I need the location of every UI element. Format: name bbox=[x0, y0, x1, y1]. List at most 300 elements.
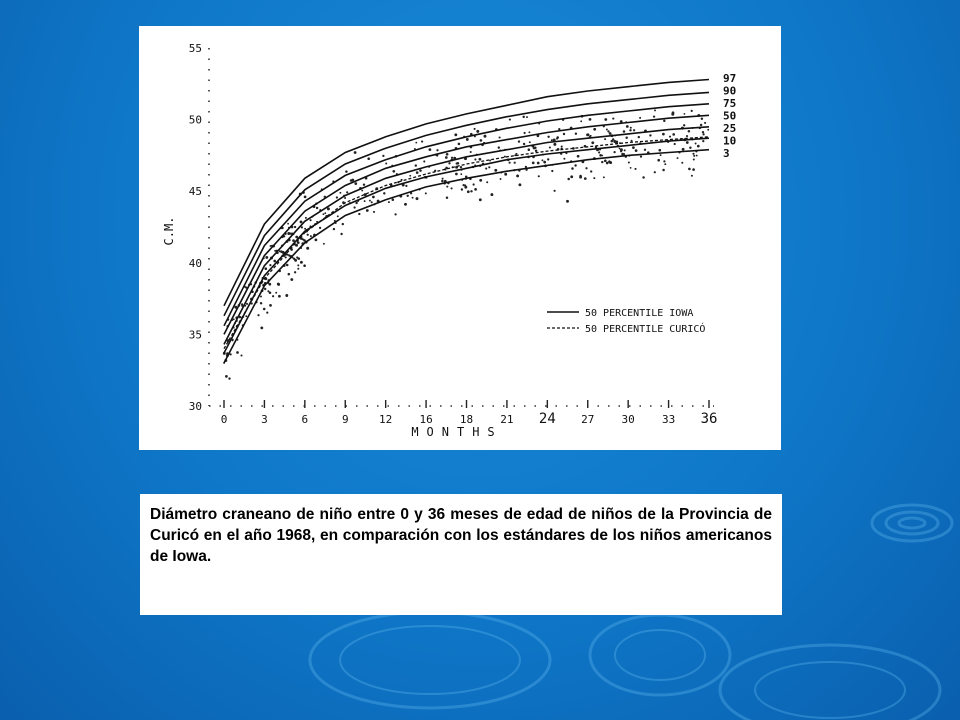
measurement-dot bbox=[549, 146, 551, 148]
measurement-dot bbox=[342, 223, 344, 225]
measurement-dot bbox=[696, 155, 698, 157]
measurement-dot bbox=[604, 138, 606, 140]
measurement-dot bbox=[593, 128, 596, 131]
measurement-dot bbox=[300, 220, 303, 223]
measurement-dot bbox=[691, 175, 693, 177]
measurement-dot bbox=[232, 339, 234, 341]
measurement-dot bbox=[535, 150, 538, 153]
measurement-dot bbox=[528, 148, 531, 151]
measurement-dot bbox=[663, 120, 665, 122]
measurement-dot bbox=[456, 162, 458, 164]
measurement-dot bbox=[556, 136, 559, 139]
measurement-dot bbox=[509, 162, 511, 164]
measurement-dot bbox=[337, 215, 339, 217]
measurement-dot bbox=[441, 180, 444, 183]
measurement-dot bbox=[692, 168, 695, 171]
measurement-dot bbox=[268, 283, 271, 286]
x-tick-label: 18 bbox=[459, 413, 474, 426]
measurement-dot bbox=[385, 162, 387, 164]
measurement-dot bbox=[466, 138, 469, 141]
measurement-dot bbox=[526, 116, 528, 118]
measurement-dot bbox=[480, 139, 483, 142]
measurement-dot bbox=[323, 243, 325, 245]
percentile-label-3: 3 bbox=[723, 147, 730, 160]
measurement-dot bbox=[561, 145, 563, 147]
measurement-dot bbox=[486, 181, 488, 183]
measurement-dot bbox=[474, 128, 476, 130]
x-tick-label: 30 bbox=[621, 413, 635, 426]
measurement-dot bbox=[499, 136, 501, 138]
measurement-dot bbox=[612, 118, 614, 120]
x-axis-label: MONTHS bbox=[411, 425, 503, 439]
chart-panel bbox=[139, 26, 781, 450]
measurement-dot bbox=[574, 164, 576, 166]
growth-chart bbox=[139, 26, 781, 450]
measurement-dot bbox=[529, 141, 531, 143]
measurement-dot bbox=[412, 197, 414, 199]
measurement-dot bbox=[373, 211, 375, 213]
measurement-dot bbox=[392, 198, 395, 201]
measurement-dot bbox=[624, 149, 626, 151]
measurement-dot bbox=[570, 175, 573, 178]
measurement-dot bbox=[528, 131, 530, 133]
measurement-dot bbox=[371, 201, 373, 203]
measurement-dot bbox=[702, 131, 704, 133]
measurement-dot bbox=[649, 134, 651, 136]
measurement-dot bbox=[660, 154, 662, 156]
measurement-dot bbox=[345, 170, 347, 172]
measurement-dot bbox=[409, 175, 411, 177]
series-line-p50 bbox=[224, 115, 709, 334]
measurement-dot bbox=[589, 118, 592, 121]
measurement-dot bbox=[264, 267, 267, 270]
measurement-dot bbox=[460, 166, 462, 168]
measurement-dot bbox=[366, 209, 369, 212]
measurement-dot bbox=[653, 115, 655, 117]
measurement-dot bbox=[287, 223, 289, 225]
measurement-dot bbox=[363, 183, 365, 185]
measurement-dot bbox=[265, 256, 268, 259]
measurement-dot bbox=[310, 235, 312, 237]
measurement-dot bbox=[333, 228, 335, 230]
measurement-dot bbox=[692, 153, 694, 155]
measurement-dot bbox=[658, 149, 661, 152]
measurement-dot bbox=[683, 113, 685, 115]
measurement-dot bbox=[631, 140, 633, 142]
measurement-dot bbox=[297, 268, 299, 270]
measurement-dot bbox=[288, 273, 291, 276]
measurement-dot bbox=[454, 133, 457, 136]
measurement-dot bbox=[425, 192, 427, 194]
measurement-dot bbox=[700, 124, 702, 126]
measurement-dot bbox=[638, 136, 640, 138]
y-tick-label: 45 bbox=[188, 185, 202, 199]
measurement-dot bbox=[686, 135, 688, 137]
measurement-dot bbox=[446, 186, 448, 188]
measurement-dot bbox=[340, 233, 342, 235]
series-line-p90 bbox=[224, 92, 709, 315]
measurement-dot bbox=[579, 176, 582, 179]
measurement-dot bbox=[522, 116, 524, 118]
measurement-dot bbox=[593, 177, 595, 179]
measurement-dot bbox=[406, 195, 408, 197]
measurement-dot bbox=[504, 156, 506, 158]
measurement-dot bbox=[623, 130, 626, 133]
measurement-dot bbox=[683, 124, 685, 126]
measurement-dot bbox=[701, 118, 703, 120]
measurement-dot bbox=[688, 168, 691, 171]
measurement-dot bbox=[523, 143, 525, 145]
measurement-dot bbox=[364, 200, 366, 202]
measurement-dot bbox=[664, 163, 666, 165]
measurement-dot bbox=[260, 326, 263, 329]
measurement-dot bbox=[604, 118, 607, 121]
measurement-dot bbox=[307, 234, 309, 236]
measurement-dot bbox=[269, 292, 272, 295]
measurement-dot bbox=[436, 149, 438, 151]
x-tick-label: 0 bbox=[220, 413, 228, 426]
measurement-dot bbox=[580, 120, 582, 122]
measurement-dot bbox=[524, 132, 526, 134]
measurement-dot bbox=[494, 169, 497, 172]
measurement-dot bbox=[301, 226, 303, 228]
x-tick-label: 21 bbox=[500, 413, 514, 426]
measurement-dot bbox=[547, 136, 549, 138]
measurement-dot bbox=[702, 133, 704, 135]
measurement-dot bbox=[693, 158, 695, 160]
measurement-dot bbox=[662, 133, 665, 136]
measurement-dot bbox=[619, 148, 621, 150]
measurement-dot bbox=[654, 171, 656, 173]
measurement-dot bbox=[640, 156, 642, 158]
measurement-dot bbox=[474, 188, 477, 191]
measurement-dot bbox=[554, 190, 556, 192]
measurement-dot bbox=[603, 176, 605, 178]
x-tick-label: 33 bbox=[661, 413, 676, 426]
measurement-dot bbox=[543, 161, 546, 164]
series-line-p75 bbox=[224, 104, 709, 326]
x-tick-label: 36 bbox=[700, 411, 718, 427]
measurement-dot bbox=[470, 151, 472, 153]
measurement-dot bbox=[551, 170, 553, 172]
measurement-dot bbox=[674, 143, 676, 145]
measurement-dot bbox=[613, 151, 615, 153]
measurement-dot bbox=[263, 308, 266, 311]
percentile-label-97: 97 bbox=[723, 72, 737, 85]
measurement-dot bbox=[354, 182, 357, 185]
measurement-dot bbox=[669, 136, 671, 138]
measurement-dot bbox=[297, 264, 299, 266]
legend-label-iowa: 50 PERCENTILE IOWA bbox=[585, 308, 694, 319]
measurement-dot bbox=[461, 188, 463, 190]
measurement-dot bbox=[613, 140, 616, 143]
measurement-dot bbox=[269, 304, 272, 307]
measurement-dot bbox=[458, 143, 461, 146]
measurement-dot bbox=[392, 170, 395, 173]
measurement-dot bbox=[257, 314, 259, 316]
measurement-dot bbox=[654, 109, 656, 111]
measurement-dot bbox=[608, 160, 611, 163]
measurement-dot bbox=[538, 175, 540, 177]
measurement-dot bbox=[305, 217, 307, 219]
measurement-dot bbox=[518, 183, 521, 186]
measurement-dot bbox=[429, 148, 432, 151]
measurement-dot bbox=[620, 150, 622, 152]
measurement-dot bbox=[575, 133, 577, 135]
measurement-dot bbox=[336, 196, 338, 198]
measurement-dot bbox=[455, 173, 458, 176]
measurement-dot bbox=[704, 122, 706, 124]
measurement-dot bbox=[566, 200, 569, 203]
measurement-dot bbox=[241, 303, 243, 305]
measurement-dot bbox=[442, 178, 444, 180]
measurement-dot bbox=[516, 174, 519, 177]
measurement-dot bbox=[344, 197, 346, 199]
y-tick-label: 40 bbox=[188, 256, 202, 270]
measurement-dot bbox=[361, 190, 363, 192]
measurement-dot bbox=[532, 162, 535, 165]
measurement-dot bbox=[273, 260, 276, 263]
measurement-dot bbox=[682, 148, 685, 151]
measurement-dot bbox=[285, 256, 287, 258]
measurement-dot bbox=[489, 160, 491, 162]
caption-panel bbox=[140, 494, 782, 615]
measurement-dot bbox=[358, 213, 360, 215]
measurement-dot bbox=[474, 158, 476, 160]
x-tick-label: 6 bbox=[301, 413, 309, 426]
measurement-dot bbox=[629, 129, 631, 131]
measurement-dot bbox=[451, 187, 453, 189]
axes bbox=[189, 42, 718, 427]
measurement-dot bbox=[484, 135, 487, 138]
measurement-dot bbox=[372, 196, 375, 199]
percentile-label-75: 75 bbox=[723, 97, 737, 110]
measurement-dot bbox=[686, 141, 689, 144]
measurement-dot bbox=[240, 354, 242, 356]
measurement-dot bbox=[609, 132, 612, 135]
measurement-dot bbox=[225, 375, 228, 378]
measurement-dot bbox=[306, 247, 309, 250]
x-tick-label: 3 bbox=[261, 413, 268, 426]
x-tick-label: 12 bbox=[379, 413, 393, 426]
x-tick-label: 9 bbox=[341, 413, 349, 426]
measurement-dot bbox=[269, 264, 271, 266]
measurement-dots bbox=[223, 109, 709, 379]
measurement-dot bbox=[405, 185, 407, 187]
measurement-dot bbox=[689, 147, 691, 149]
measurement-dot bbox=[278, 295, 281, 298]
measurement-dot bbox=[657, 159, 660, 162]
measurement-dot bbox=[467, 190, 470, 193]
measurement-dot bbox=[421, 141, 423, 143]
measurement-dot bbox=[630, 167, 632, 169]
measurement-dot bbox=[586, 133, 589, 136]
measurement-dot bbox=[635, 149, 638, 152]
measurement-dot bbox=[277, 283, 280, 286]
measurement-dot bbox=[633, 129, 635, 131]
measurement-dot bbox=[310, 219, 312, 221]
measurement-dot bbox=[553, 143, 556, 146]
measurement-dot bbox=[625, 137, 627, 139]
measurement-dot bbox=[460, 173, 462, 175]
percentile-label-25: 25 bbox=[723, 122, 737, 135]
measurement-dot bbox=[567, 178, 570, 181]
measurement-dot bbox=[228, 377, 230, 379]
measurement-dot bbox=[245, 315, 247, 317]
x-tick-label: 24 bbox=[538, 411, 556, 427]
measurement-dot bbox=[479, 198, 482, 201]
measurement-dot bbox=[294, 271, 296, 273]
measurement-dot bbox=[702, 140, 704, 142]
measurement-dot bbox=[324, 212, 326, 214]
series-line-p97 bbox=[224, 80, 709, 306]
measurement-dot bbox=[382, 155, 384, 157]
measurement-dot bbox=[672, 133, 675, 136]
measurement-dot bbox=[598, 151, 600, 153]
measurement-dot bbox=[591, 142, 593, 144]
measurement-dot bbox=[504, 173, 507, 176]
measurement-dot bbox=[547, 158, 549, 160]
measurement-dot bbox=[590, 135, 592, 137]
percentile-label-50: 50 bbox=[723, 109, 737, 123]
measurement-dot bbox=[470, 190, 472, 192]
measurement-dot bbox=[681, 162, 683, 164]
measurement-dot bbox=[663, 160, 665, 162]
measurement-dot bbox=[236, 351, 239, 354]
measurement-dot bbox=[479, 158, 482, 161]
measurement-dot bbox=[488, 166, 490, 168]
y-axis-label: C.M. bbox=[162, 216, 176, 246]
measurement-dot bbox=[416, 197, 419, 200]
measurement-dot bbox=[628, 161, 630, 163]
measurement-dot bbox=[394, 213, 396, 215]
measurement-dot bbox=[634, 168, 636, 170]
legend-label-curico: 50 PERCENTILE CURICÓ bbox=[585, 324, 706, 335]
measurement-dot bbox=[260, 296, 262, 298]
measurement-dot bbox=[662, 169, 665, 172]
measurement-dot bbox=[644, 149, 646, 151]
measurement-dot bbox=[490, 193, 493, 196]
measurement-dot bbox=[626, 125, 629, 128]
measurement-dot bbox=[304, 196, 307, 199]
measurement-dot bbox=[300, 261, 303, 264]
measurement-dot bbox=[423, 160, 425, 162]
measurement-dot bbox=[623, 153, 625, 155]
measurement-dot bbox=[319, 227, 321, 229]
measurement-dot bbox=[571, 167, 574, 170]
measurement-dot bbox=[537, 162, 540, 165]
measurement-dot bbox=[563, 158, 565, 160]
measurement-dot bbox=[601, 161, 603, 163]
measurement-dot bbox=[304, 228, 306, 230]
measurement-dot bbox=[604, 159, 607, 162]
measurement-dot bbox=[697, 145, 700, 148]
measurement-dot bbox=[415, 142, 417, 144]
percentile-label-10: 10 bbox=[723, 134, 737, 148]
measurement-dot bbox=[707, 129, 709, 131]
measurement-dot bbox=[315, 239, 318, 242]
measurement-dot bbox=[606, 162, 609, 165]
measurement-dot bbox=[445, 156, 448, 159]
measurement-dot bbox=[298, 257, 301, 260]
measurement-dot bbox=[388, 201, 390, 203]
percentile-label-90: 90 bbox=[723, 84, 737, 98]
measurement-dot bbox=[285, 294, 288, 297]
measurement-dot bbox=[354, 151, 357, 154]
measurement-dot bbox=[509, 119, 511, 121]
measurement-dot bbox=[290, 278, 293, 281]
measurement-dot bbox=[533, 147, 535, 149]
measurement-dot bbox=[693, 155, 695, 157]
measurement-dot bbox=[479, 179, 482, 182]
measurement-dot bbox=[639, 117, 641, 119]
caption-text: Diámetro craneano de niño entre 0 y 36 meses de edad de niños de la Provincia de Curicó en el año 1968, en comparación con los estándares de los niños americanos de Iowa. bbox=[150, 506, 772, 565]
measurement-dot bbox=[541, 159, 543, 161]
measurement-dot bbox=[264, 288, 266, 290]
measurement-dot bbox=[464, 186, 467, 189]
measurement-dot bbox=[351, 179, 354, 182]
measurement-dot bbox=[498, 146, 500, 148]
measurement-dot bbox=[590, 170, 592, 172]
measurement-dot bbox=[316, 207, 318, 209]
measurement-dot bbox=[472, 183, 474, 185]
measurement-dot bbox=[672, 111, 675, 114]
measurement-dot bbox=[266, 312, 268, 314]
percentile-curves bbox=[224, 80, 709, 364]
measurement-dot bbox=[275, 292, 277, 294]
measurement-dot bbox=[688, 130, 691, 133]
measurement-dot bbox=[518, 140, 520, 142]
measurement-dot bbox=[355, 202, 357, 204]
measurement-dot bbox=[294, 259, 297, 262]
measurement-dot bbox=[286, 264, 289, 267]
measurement-dot bbox=[446, 153, 449, 156]
measurement-dot bbox=[415, 164, 417, 166]
measurement-dot bbox=[246, 303, 248, 305]
x-tick-label: 16 bbox=[419, 413, 433, 426]
measurement-dot bbox=[303, 264, 306, 267]
measurement-dot bbox=[584, 177, 587, 180]
measurement-dot bbox=[551, 139, 553, 141]
measurement-dot bbox=[585, 167, 587, 169]
y-tick-label: 30 bbox=[188, 400, 202, 413]
measurement-dot bbox=[294, 226, 296, 228]
measurement-dot bbox=[322, 213, 324, 215]
measurement-dot bbox=[383, 192, 385, 194]
y-tick-label: 35 bbox=[188, 328, 202, 342]
measurement-dot bbox=[233, 318, 235, 320]
measurement-dot bbox=[642, 176, 644, 178]
measurement-dot bbox=[677, 157, 679, 159]
measurement-dot bbox=[630, 127, 632, 129]
measurement-dot bbox=[607, 130, 609, 132]
measurement-dot bbox=[632, 146, 635, 149]
measurement-dot bbox=[451, 157, 453, 159]
measurement-dot bbox=[339, 192, 341, 194]
measurement-dot bbox=[260, 302, 262, 304]
measurement-dot bbox=[500, 178, 502, 180]
measurement-dot bbox=[601, 155, 603, 157]
measurement-dot bbox=[369, 200, 371, 202]
measurement-dot bbox=[448, 162, 450, 164]
legend bbox=[547, 308, 705, 335]
measurement-dot bbox=[514, 162, 516, 164]
measurement-dot bbox=[446, 197, 448, 199]
measurement-dot bbox=[367, 157, 370, 160]
measurement-dot bbox=[353, 206, 355, 208]
measurement-dot bbox=[419, 169, 422, 172]
measurement-dot bbox=[416, 171, 419, 174]
